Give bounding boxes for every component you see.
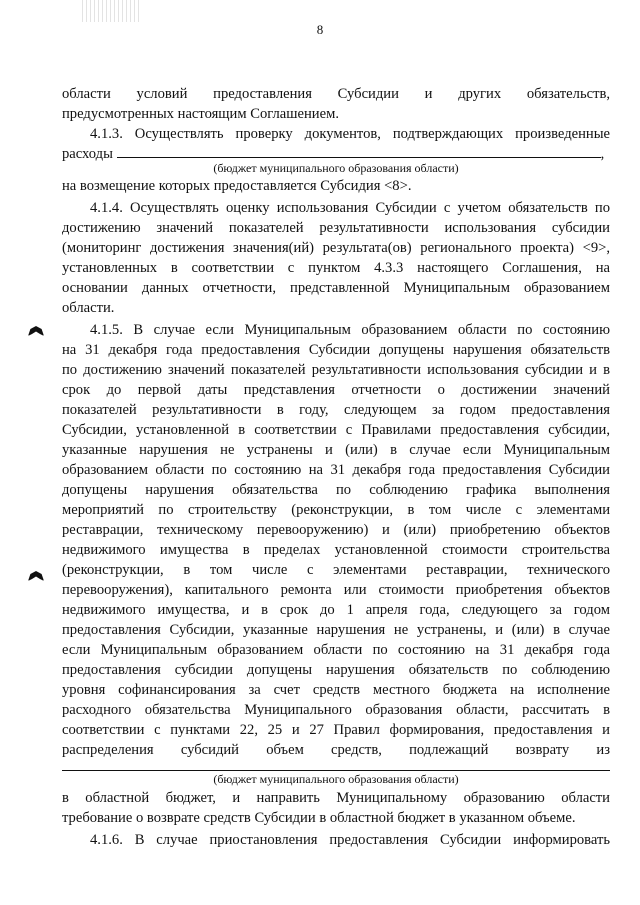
text-line: недвижимого имущества в пределах установленной стоимости строительства	[62, 542, 610, 558]
text-line: соответствии с пунктами 22, 25 и 27 Правил формирования, предоставления и	[62, 722, 610, 738]
text-line: 4.1.5. В случае если Муниципальным образованием области по состоянию	[90, 322, 610, 338]
text-line: в областной бюджет, и направить Муниципальному образованию области	[62, 790, 610, 806]
text-line: (мониторинг достижения значения(ий) результата(ов) регионального проекта) <9>,	[62, 240, 610, 256]
text-line: 4.1.4. Осуществлять оценку использования Субсидии с учетом обязательств по	[90, 200, 610, 216]
text-line: показателей результативности в году, следующем за годом предоставления	[62, 402, 610, 418]
text-line: реставрации, техническому перевооружению) и (или) приобретению объектов	[62, 522, 610, 538]
text-line: по достижению значений показателей результативности использования субсидии и в	[62, 362, 610, 378]
text-line: образованием области по состоянию на 31 декабря года предоставления Субсидии	[62, 462, 610, 478]
text-line: 4.1.6. В случае приостановления предоставления Субсидии информировать	[90, 832, 610, 848]
text-line: предусмотренных настоящим Соглашением.	[62, 106, 339, 122]
text-line: установленных в соответствии с пунктом 4.3.3 настоящего Соглашения, на	[62, 260, 610, 276]
field-caption: (бюджет муниципального образования области)	[213, 772, 459, 786]
text-line: требование о возврате средств Субсидии в областной бюджет в указанном объеме.	[62, 810, 576, 826]
scan-stamp-mark	[82, 0, 142, 22]
blank-field-line	[117, 156, 601, 158]
text-line: на 31 декабря года предоставления Субсидии допущены нарушения обязательств	[62, 342, 610, 358]
field-caption: (бюджет муниципального образования области)	[213, 161, 459, 175]
text-line: уровня софинансирования за счет средств местного бюджета на исполнение	[62, 682, 610, 698]
text-line: перевооружения), капитального ремонта или стоимости приобретения объектов	[62, 582, 610, 598]
binding-hole-mark	[28, 326, 44, 336]
text-fragment: расходы	[62, 146, 113, 162]
blank-field-line	[62, 770, 610, 771]
text-line: если Муниципальным образованием области по состоянию на 31 декабря года	[62, 642, 610, 658]
text-line: распределения субсидий объем средств, подлежащий возврату из	[62, 742, 610, 758]
text-line: мероприятий по строительству (реконструкции, в том числе с элементами	[62, 502, 610, 518]
text-line: допущены нарушения обязательства по соблюдению графика выполнения	[62, 482, 610, 498]
text-line: срок до первой даты представления отчетности о достижении значений	[62, 382, 610, 398]
text-line: основании данных отчетности, представленной Муниципальным образованием	[62, 280, 610, 296]
text-line: предоставления Субсидии, указанные нарушения не устранены, и (или) в случае	[62, 622, 610, 638]
text-line: 4.1.3. Осуществлять проверку документов, подтверждающих произведенные	[90, 126, 610, 142]
text-line: недвижимого имущества, и в срок до 1 апреля года, следующего за годом	[62, 602, 610, 618]
text-line: достижению значений показателей результативности использования субсидии	[62, 220, 610, 236]
text-line: области.	[62, 300, 115, 316]
text-line: указанные нарушения не устранены и (или) в случае если Муниципальным	[62, 442, 610, 458]
text-fragment: ,	[600, 146, 605, 162]
text-line: (реконструкции, в том числе с элементами реставрации, технического	[62, 562, 610, 578]
page-number: 8	[316, 22, 324, 37]
text-line: Субсидии, установленной в соответствии с Правилами предоставления субсидии,	[62, 422, 610, 438]
text-line: на возмещение которых предоставляется Субсидия <8>.	[62, 178, 412, 194]
text-line: расходного обязательства Муниципального образования области, рассчитать в	[62, 702, 610, 718]
text-line: предоставления субсидии допущены нарушения обязательств по соблюдению	[62, 662, 610, 678]
text-line: области условий предоставления Субсидии и других обязательств,	[62, 86, 610, 102]
binding-hole-mark	[28, 571, 44, 581]
